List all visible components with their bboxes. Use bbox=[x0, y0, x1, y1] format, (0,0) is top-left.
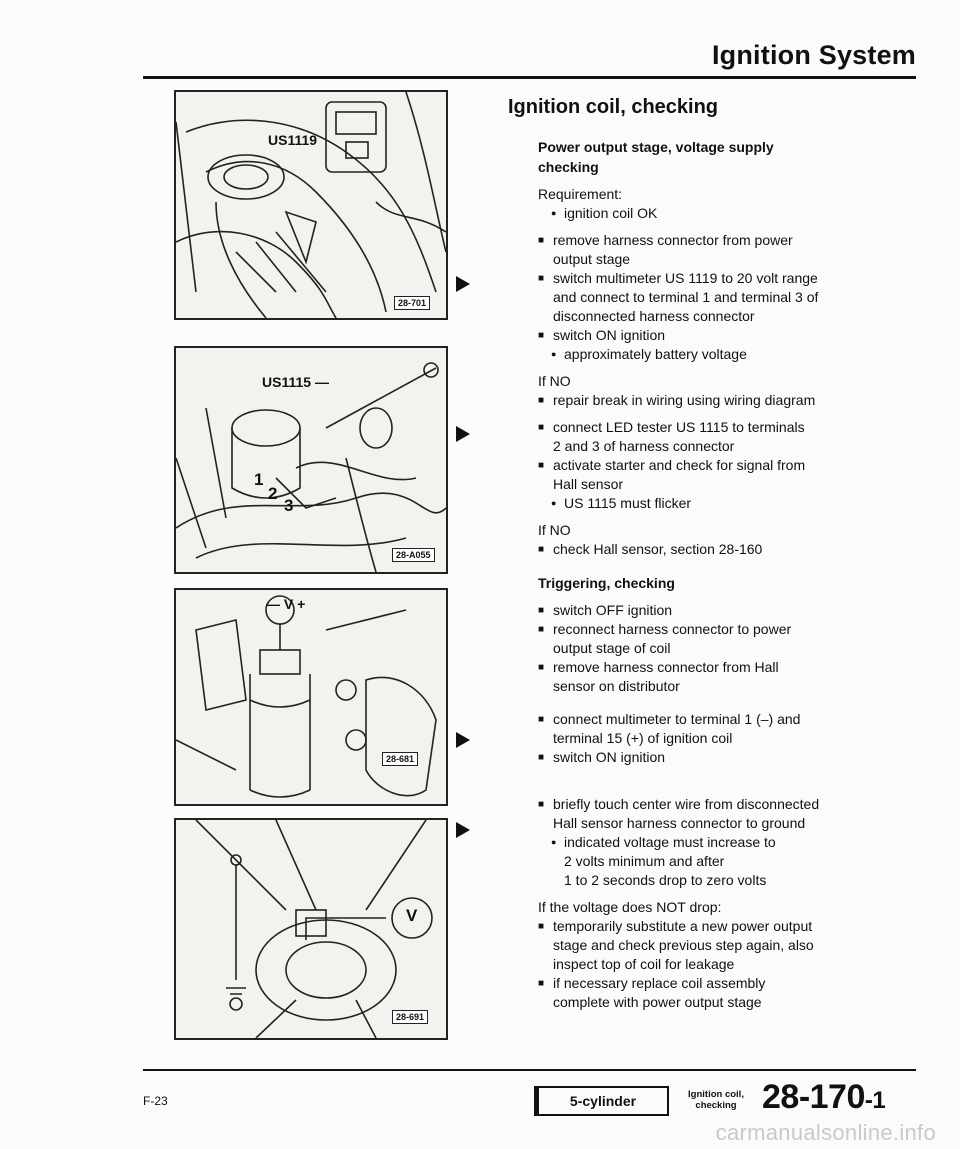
figure-led-tester bbox=[174, 346, 448, 574]
step-item: ■ switch ON ignition bbox=[508, 326, 898, 345]
header-rule bbox=[143, 76, 916, 79]
watermark: carmanualsonline.info bbox=[715, 1120, 936, 1145]
condition-label: If NO bbox=[538, 522, 571, 538]
step-item-continued: output stage bbox=[553, 251, 631, 267]
step-item: ■ remove harness connector from Hall bbox=[508, 658, 898, 677]
step-item-continued: disconnected harness connector bbox=[553, 308, 755, 324]
step-item: ■ if necessary replace coil assembly bbox=[508, 974, 898, 993]
footer-section-name-line2: checking bbox=[695, 1100, 737, 1111]
subsection-heading: Power output stage, voltage supply bbox=[538, 139, 774, 155]
coil-illustration bbox=[176, 590, 446, 804]
figure-pointer-arrow bbox=[456, 276, 470, 292]
check-result: ● indicated voltage must increase to bbox=[508, 833, 898, 852]
figure-ref-label: 28-691 bbox=[392, 1010, 428, 1024]
step-item-continued: inspect top of coil for leakage bbox=[553, 956, 735, 972]
step-item-continued: terminal 15 (+) of ignition coil bbox=[553, 730, 733, 746]
figure-callout: 1 bbox=[254, 470, 264, 489]
figure-callout: 3 bbox=[284, 496, 294, 515]
page-header-title: Ignition System bbox=[711, 40, 916, 70]
figure-coil-multimeter bbox=[174, 588, 448, 806]
distributor-illustration bbox=[176, 820, 446, 1038]
step-item: ■ switch multimeter US 1119 to 20 volt range bbox=[508, 269, 898, 288]
step-item-continued: Hall sensor harness connector to ground bbox=[553, 815, 806, 831]
figure-pointer-arrow bbox=[456, 732, 470, 748]
section-title: Ignition coil, checking bbox=[508, 96, 719, 118]
check-result: ● US 1115 must flicker bbox=[508, 494, 898, 513]
figure-pointer-arrow bbox=[456, 822, 470, 838]
figure-callout: V bbox=[406, 906, 418, 925]
page-number bbox=[762, 1078, 885, 1117]
figure-ref-label: 28-A055 bbox=[392, 548, 435, 562]
condition-label: If NO bbox=[538, 373, 571, 389]
step-item: ■ connect LED tester US 1115 to terminals bbox=[508, 418, 898, 437]
check-result-continued: 1 to 2 seconds drop to zero volts bbox=[564, 872, 767, 888]
page-number-main: 28-170 bbox=[762, 1078, 865, 1116]
step-item-continued: stage and check previous step again, also bbox=[553, 937, 814, 953]
step-item: ■ check Hall sensor, section 28-160 bbox=[508, 540, 898, 559]
footer-section-name-line1: Ignition coil, bbox=[688, 1089, 744, 1100]
step-item-continued: Hall sensor bbox=[553, 476, 624, 492]
step-item-continued: 2 and 3 of harness connector bbox=[553, 438, 735, 454]
subsection-heading: checking bbox=[538, 159, 599, 175]
step-item: ■ remove harness connector from power bbox=[508, 231, 898, 250]
step-item: ■ activate starter and check for signal from bbox=[508, 456, 898, 475]
check-result-continued: 2 volts minimum and after bbox=[564, 853, 725, 869]
check-result: ● ignition coil OK bbox=[508, 204, 898, 223]
step-item-continued: and connect to terminal 1 and terminal 3 of bbox=[553, 289, 819, 305]
figure-callout: US1119 bbox=[268, 132, 318, 148]
figure-callout: 2 bbox=[268, 484, 278, 503]
step-item: ■ briefly touch center wire from disconnected bbox=[508, 795, 898, 814]
subsection-heading: Triggering, checking bbox=[538, 575, 675, 591]
step-item: ■ connect multimeter to terminal 1 (–) and bbox=[508, 710, 898, 729]
step-item-continued: complete with power output stage bbox=[553, 994, 762, 1010]
engine-variant-box: 5-cylinder bbox=[534, 1086, 669, 1116]
condition-label: If the voltage does NOT drop: bbox=[538, 899, 722, 915]
figure-ref-label: 28-681 bbox=[382, 752, 418, 766]
check-result: ● approximately battery voltage bbox=[508, 345, 898, 364]
figure-callout: — V + bbox=[266, 596, 306, 612]
page-number-suffix: -1 bbox=[864, 1087, 886, 1114]
step-item-continued: output stage of coil bbox=[553, 640, 671, 656]
step-item-continued: sensor on distributor bbox=[553, 678, 680, 694]
footer-page-ref: F-23 bbox=[143, 1094, 168, 1108]
requirement-label: Requirement: bbox=[538, 186, 623, 202]
engine-illustration-1 bbox=[176, 92, 446, 318]
step-item: ■ switch ON ignition bbox=[508, 748, 898, 767]
footer-section-name bbox=[676, 1089, 756, 1111]
figure-ref-label: 28-701 bbox=[394, 296, 430, 310]
step-item: ■ switch OFF ignition bbox=[508, 601, 898, 620]
step-item: ■ repair break in wiring using wiring diagram bbox=[508, 391, 898, 410]
instructions-column bbox=[508, 96, 898, 1012]
step-item: ■ reconnect harness connector to power bbox=[508, 620, 898, 639]
figure-distributor-ground bbox=[174, 818, 448, 1040]
figure-multimeter-connection bbox=[174, 90, 448, 320]
figure-callout: US1115 — bbox=[262, 374, 329, 390]
step-item: ■ temporarily substitute a new power output bbox=[508, 917, 898, 936]
footer-rule bbox=[143, 1069, 916, 1071]
figure-pointer-arrow bbox=[456, 426, 470, 442]
